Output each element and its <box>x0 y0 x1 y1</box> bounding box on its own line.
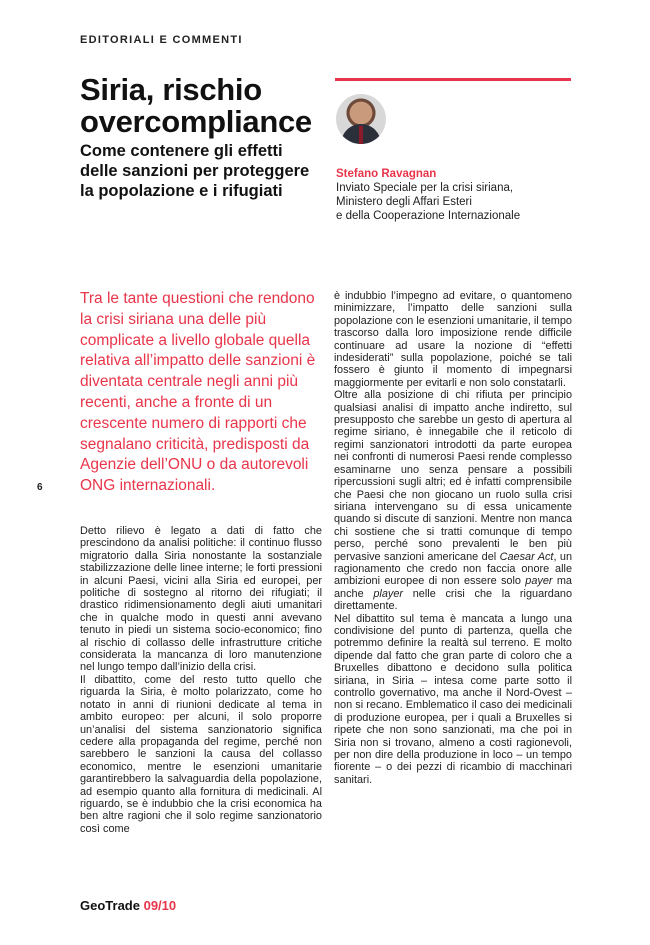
italic-term: payer <box>525 575 553 588</box>
body-paragraph: Nel dibattito sul tema è mancata a lungo una condivisione del punto di partenza, quella che potremmo definire la realtà sul terreno. E molto dipende dal fatto che gran parte di coloro che a Bruxelles dibattono e decidono sulla politica siriana, in Siria – intesa come parte sotto il controllo governativo, ma anche il Nord-Ovest – non si recano. Emblematico il caso dei medicinali di produzione europea, per i quali a Bruxelles si ripete che non sono sanzionati, ma che poi in Siria non si trovano, almeno a costi ragionevoli, per non dire della produzione in loco – un tempo fiorente – o dei pezzi di ricambio di macchinari sanitari. <box>334 612 572 786</box>
italic-term: Caesar Act <box>499 550 554 563</box>
avatar-tie <box>359 126 363 144</box>
accent-divider <box>335 78 571 81</box>
footer-brand <box>80 898 176 913</box>
author-role-line-1: Inviato Speciale per la crisi siriana, <box>336 182 514 194</box>
body-paragraph: è indubbio l’impegno ad evitare, o quantomeno minimizzare, l’impatto delle sanzioni sulla popolazione con le esenzioni umanitarie, il tempo trascorso dalla loro imposizione rende difficile continuare ad usare la nozione di “effetti indesiderati” sulla popolazione, poiché se tali fossero è giunto il momento di impegnarsi maggiormente per evitarli e non solo constatarli. <box>334 290 572 389</box>
text-run: nelle crisi che la riguardano direttamente. <box>334 587 572 613</box>
author-name: Stefano Ravagnan <box>336 168 437 180</box>
text-run: , un ragionamento che credo non faccia onore alle ambizioni europee di non essere solo <box>334 550 573 588</box>
issue-number: 09/10 <box>143 898 177 913</box>
page-number: 6 <box>37 482 43 493</box>
author-avatar <box>336 94 386 144</box>
article-subtitle: Come contenere gli effetti delle sanzioni per proteggere la popolazione e i rifugiati <box>80 142 310 200</box>
pull-quote: Tra le tante questioni che rendono la crisi siriana una delle più complicate a livello globale quella relativa all’impatto delle sanzioni è diventata centrale negli anni più recenti, anche a fronte di un crescente numero di rapporti che segnalano criticità, predisposti da Agenzie dell’ONU o da autorevoli ONG internazionali. <box>80 290 316 495</box>
body-column-left <box>80 525 322 835</box>
text-run: ma anche <box>334 575 572 600</box>
body-paragraph <box>334 389 572 612</box>
author-role-line-3: e della Cooperazione Internazionale <box>336 210 521 222</box>
body-paragraph: Detto rilievo è legato a dati di fatto che prescindono da analisi politiche: il continuo flusso migratorio dalla Siria nonostante la sostanziale stabilizzazione delle linee interne; le forti pressioni in alcuni Paesi, vicini alla Siria ed europei, per politiche di sostegno al ritorno dei rifugiati; il drastico ridimensionamento degli aiuti umanitari che in qualche modo in questi anni avevano tenuto in piedi un sistema socio-economico; fino al rischio di collasso delle infrastrutture critiche considerata la mancanza di loro manutenzione nel lungo tempo dall’inizio della crisi. <box>80 525 322 674</box>
body-column-right <box>334 290 572 786</box>
italic-term: player <box>373 587 404 600</box>
author-info <box>336 167 576 223</box>
section-label: EDITORIALI E COMMENTI <box>80 34 243 46</box>
article-title: Siria, rischio overcompliance <box>80 72 312 139</box>
brand-name: GeoTrade <box>80 898 140 913</box>
text-run: Oltre alla posizione di chi rifiuta per principio qualsiasi analisi di impatto anche indiretto, sul presupposto che sarebbe un gesto di apertura al regime siriano, è innegabile che il reticolo di regimi sanzionatori introdotti da parte europea nei confronti di numerosi Paesi rende complesso esaminarne uno senza pensare a possibili ripercussioni sugli altri; ed è infatti comprensibile che Paesi che non giocano un ruolo sulla crisi siriana intervengano su di essa unicamente quando si discute di sanzioni. Mentre non manca chi sostiene che si tratti comunque di tempo perso, perché sono prevalenti le ben più pervasive sanzioni americane del <box>334 389 572 563</box>
body-paragraph: Il dibattito, come del resto tutto quello che riguarda la Siria, è molto polarizzato, come ho notato in anni di riunioni dedicate al tema in ambito europeo: per alcuni, il solo proporre un’analisi del sistema sanzionatorio significa cedere alla propaganda del regime, perché non sarebbero le sanzioni la causa del collasso economico, mentre le esenzioni umanitarie garantirebbero la salvaguardia della popolazione, ad esempio quanto alla fornitura di medicinali. Al riguardo, se è indubbio che la crisi economica ha ben altre ragioni che il solo regime sanzionatorio così come <box>80 673 322 835</box>
author-role-line-2: Ministero degli Affari Esteri <box>336 196 472 208</box>
